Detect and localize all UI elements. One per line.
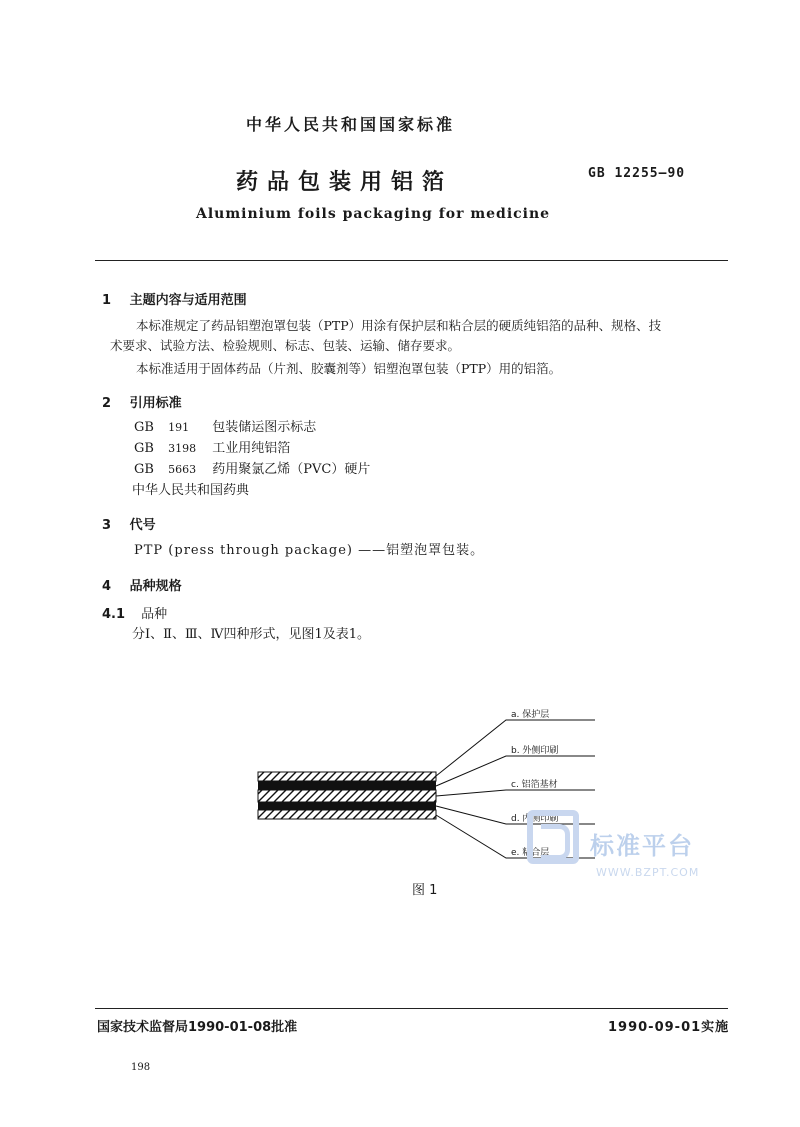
reference-number: 191: [168, 421, 190, 434]
section-4-1-text: 分Ⅰ、Ⅱ、Ⅲ、Ⅳ四种形式，见图1及表1。: [132, 627, 371, 642]
approval-date: 国家技术监督局1990-01-08批准: [97, 1020, 298, 1035]
document-title-en: Aluminium foils packaging for medicine: [196, 206, 551, 222]
section-4-1-number: 4.1: [102, 607, 126, 622]
section-2-number: 2: [102, 396, 112, 411]
section-4-title: 品种规格: [129, 579, 182, 594]
section-2-title: 引用标准: [129, 396, 182, 411]
section-4-number: 4: [102, 579, 112, 594]
section-1-number: 1: [102, 293, 112, 308]
layer-adhesive: [258, 810, 436, 819]
document-title-cn: 药品包装用铝箔: [236, 170, 454, 195]
section-1-title: 主题内容与适用范围: [129, 293, 247, 308]
leader-c: [436, 790, 595, 796]
section-3-number: 3: [102, 518, 112, 533]
layer-aluminium-base: [258, 790, 436, 802]
foil-cross-section: [258, 772, 436, 819]
watermark-url: WWW.BZPT.COM: [596, 866, 700, 879]
standard-code: GB 12255—90: [588, 166, 686, 181]
watermark-logo-icon: [527, 810, 579, 864]
section-1-p1-line2: 术要求、试验方法、检验规则、标志、包装、运输、储存要求。: [110, 338, 461, 353]
figure-label-e: e. 粘合层: [511, 848, 550, 858]
figure-label-b: b. 外侧印刷: [511, 746, 559, 756]
section-3-text: PTP (press through package) ——铝塑泡罩包装。: [134, 543, 485, 558]
reference-name: 药用聚氯乙烯（PVC）硬片: [212, 462, 371, 477]
reference-item: [134, 460, 370, 481]
section-2-heading: [102, 392, 182, 411]
reference-number: 5663: [168, 463, 197, 476]
reference-name: 工业用纯铝箔: [212, 441, 291, 456]
reference-name: 包装储运图示标志: [212, 420, 317, 435]
layer-inner-print: [258, 802, 436, 810]
header-rule: [95, 260, 728, 261]
section-1-p1-line1: 本标准规定了药品铝塑泡罩包装（PTP）用涂有保护层和粘合层的硬质纯铝箔的品种、规格、技: [136, 318, 662, 333]
reference-prefix: GB: [134, 441, 154, 456]
section-1-paragraph-2: 本标准适用于固体药品（片剂、胶囊剂等）铝塑泡罩包装（PTP）用的铝箔。: [136, 361, 562, 376]
reference-prefix: GB: [134, 462, 154, 477]
layer-outer-print: [258, 781, 436, 790]
section-1-heading: [102, 289, 247, 308]
figure-label-c: c. 铝箔基材: [511, 780, 558, 790]
figure-caption: 图 1: [412, 883, 438, 898]
section-4-1-title: 品种: [141, 607, 168, 622]
figure-label-d: d. 内侧印刷: [511, 814, 559, 824]
footer-rule: [95, 1008, 728, 1009]
section-4-heading: [102, 575, 182, 594]
reference-list: [134, 418, 370, 501]
figure-label-a: a. 保护层: [511, 710, 550, 720]
reference-item: [134, 418, 370, 439]
watermark-text: 标准平台: [590, 832, 694, 860]
country-standard-heading: 中华人民共和国国家标准: [246, 115, 456, 134]
reference-prefix: GB: [134, 420, 154, 435]
section-3-title: 代号: [129, 518, 156, 533]
reference-number: 3198: [168, 442, 197, 455]
reference-item: [134, 439, 370, 460]
section-4-1-heading: [102, 603, 167, 622]
pharmacopoeia-reference: 中华人民共和国药典: [132, 483, 250, 498]
section-3-heading: [102, 514, 156, 533]
effective-date: 1990-09-01实施: [608, 1020, 730, 1035]
page-number: 198: [131, 1062, 151, 1073]
layer-protective: [258, 772, 436, 781]
section-1-paragraph-1: [110, 316, 730, 356]
